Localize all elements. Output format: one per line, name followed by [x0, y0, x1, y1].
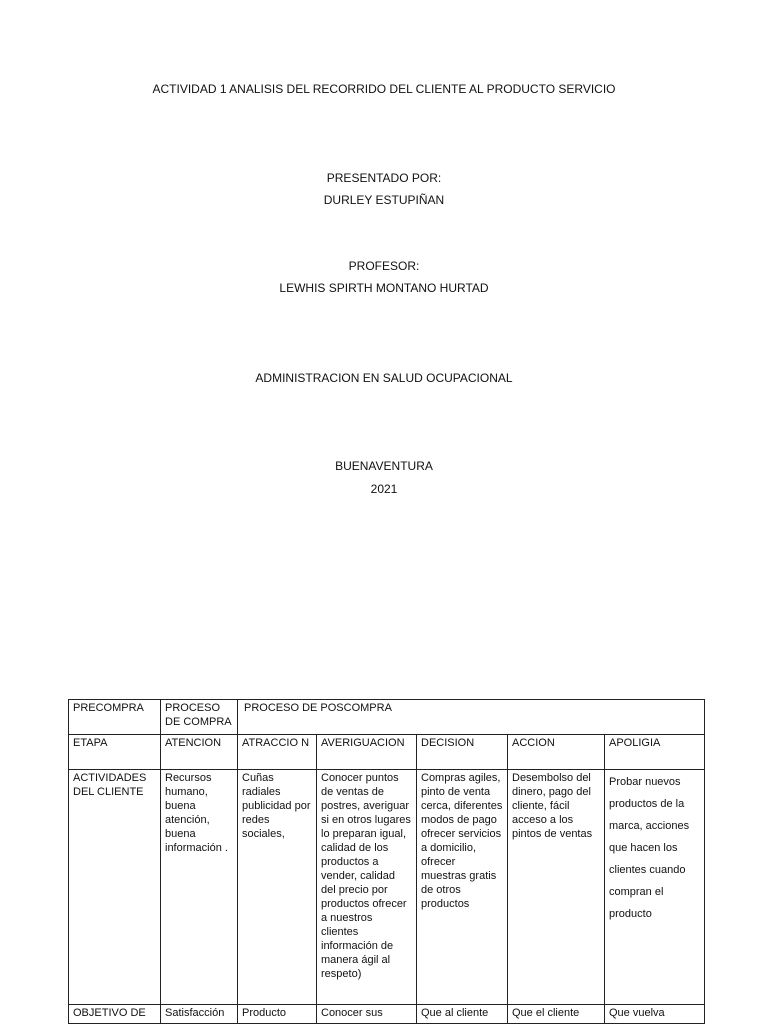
- table-cell: ATRACCIO N: [238, 735, 317, 770]
- table-cell: Compras agiles, pinto de venta cerca, diferentes modos de pago ofrecer servicios a domicilio, ofrecer muestras gratis de otros productos: [417, 770, 508, 1005]
- city-name: BUENAVENTURA: [335, 459, 433, 473]
- table-cell: Satisfacción: [161, 1005, 238, 1024]
- table-row: [69, 735, 705, 770]
- table-cell: Conocer sus: [317, 1005, 417, 1024]
- table-cell: Que al cliente: [417, 1005, 508, 1024]
- year: 2021: [370, 482, 398, 496]
- document-title: ACTIVIDAD 1 ANALISIS DEL RECORRIDO DEL CLIENTE AL PRODUCTO SERVICIO: [152, 82, 616, 96]
- table-cell: Cuñas radiales publicidad por redes sociales,: [238, 770, 317, 1005]
- table-row: [69, 1005, 705, 1024]
- table-cell: Que vuelva: [605, 1005, 705, 1024]
- table-cell: Conocer puntos de ventas de postres, averiguar si en otros lugares lo preparan igual, calidad de los productos a vender, calidad del precio por productos ofrecer a nuestros clientes información de manera ágil al respeto): [317, 770, 417, 1005]
- table-cell: OBJETIVO DE: [69, 1005, 161, 1024]
- table-cell: APOLIGIA: [605, 735, 705, 770]
- presented-by-label: PRESENTADO POR:: [326, 171, 442, 185]
- header-proceso-compra: PROCESO DE COMPRA: [161, 700, 238, 735]
- table-cell: DECISION: [417, 735, 508, 770]
- table-cell: ETAPA: [69, 735, 161, 770]
- table-cell: ATENCION: [161, 735, 238, 770]
- program-name: ADMINISTRACION EN SALUD OCUPACIONAL: [255, 371, 513, 385]
- table-cell: Que el cliente: [508, 1005, 605, 1024]
- professor-label: PROFESOR:: [348, 259, 420, 273]
- table-cell: Probar nuevos productos de la marca, acciones que hacen los clientes cuando compran el producto: [605, 770, 705, 1005]
- table-cell: AVERIGUACION: [317, 735, 417, 770]
- header-proceso-poscompra: PROCESO DE POSCOMPRA: [238, 700, 705, 735]
- header-precompra: PRECOMPRA: [69, 700, 161, 735]
- student-name: DURLEY ESTUPIÑAN: [323, 193, 445, 207]
- table-cell: ACTIVIDADES DEL CLIENTE: [69, 770, 161, 1005]
- table-cell: Recursos humano, buena atención, buena información .: [161, 770, 238, 1005]
- customer-journey-table: [68, 699, 705, 1024]
- table-cell: ACCION: [508, 735, 605, 770]
- table-row: [69, 770, 705, 1005]
- professor-name: LEWHIS SPIRTH MONTANO HURTAD: [279, 281, 489, 295]
- table-cell: Desembolso del dinero, pago del cliente, fácil acceso a los pintos de ventas: [508, 770, 605, 1005]
- table-row: [69, 700, 705, 735]
- table-cell: Producto: [238, 1005, 317, 1024]
